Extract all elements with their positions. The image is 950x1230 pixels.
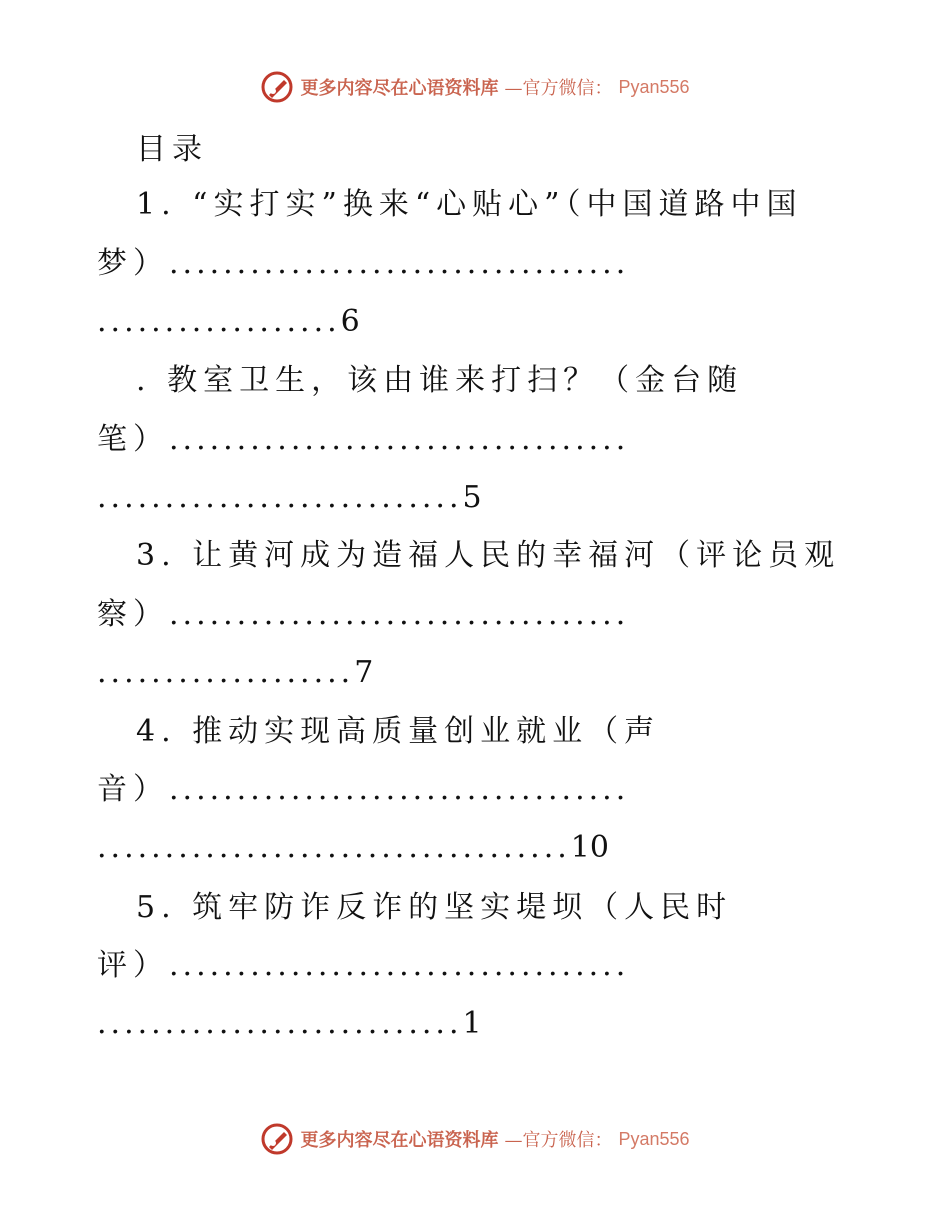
- toc-entry-2-line3: [97, 476, 482, 520]
- footer-banner: [0, 1122, 950, 1156]
- banner-wechat-label: —官方微信：: [504, 1130, 613, 1151]
- toc-leader-dots: ...........................: [97, 480, 463, 515]
- toc-leader-dots: ..................................: [169, 948, 630, 983]
- banner-site-name: 更多内容尽在心语资料库: [300, 1130, 499, 1151]
- pen-logo-icon: [260, 1122, 294, 1156]
- toc-leader-dots: ..................: [97, 304, 341, 339]
- toc-entry-1-title-cont: 梦）: [97, 246, 169, 281]
- toc-entry-2-title-cont: 笔）: [97, 422, 169, 457]
- pen-logo-icon: [260, 70, 294, 104]
- toc-leader-dots: ..................................: [169, 772, 630, 807]
- toc-entry-4-title-cont: 音）: [97, 772, 169, 807]
- toc-entry-3-line3: [97, 651, 373, 695]
- toc-entry-2-title[interactable]: . 教室卫生，该由谁来打扫？（金台随: [136, 363, 744, 398]
- toc-entry-2-page: 5: [462, 480, 482, 515]
- toc-entry-3-line2: [97, 593, 629, 637]
- toc-entry-5-title-cont: 评）: [97, 948, 169, 983]
- toc-entry-4-line2: [97, 768, 629, 812]
- toc-entry-1-title[interactable]: 1. “实打实”换来“心贴心”（中国道路中国: [136, 187, 803, 222]
- toc-title: 目录: [136, 132, 208, 167]
- toc-entry-1-page: 6: [340, 304, 360, 339]
- toc-leader-dots: ..................................: [169, 597, 630, 632]
- header-banner: [0, 70, 950, 104]
- toc-leader-dots: ...................: [97, 655, 355, 690]
- toc-entry-3-page: 7: [354, 655, 374, 690]
- toc-leader-dots: ...................................: [97, 830, 571, 865]
- banner-site-name: 更多内容尽在心语资料库: [300, 78, 499, 99]
- toc-entry-4-title[interactable]: 4. 推动实现高质量创业就业（声: [136, 714, 661, 749]
- toc-entry-5-title[interactable]: 5. 筑牢防诈反诈的坚实堤坝（人民时: [136, 890, 733, 925]
- toc-entry-5-page: 1: [462, 1006, 482, 1041]
- toc-entry-1-line2: [97, 242, 629, 286]
- toc-leader-dots: ...........................: [97, 1006, 463, 1041]
- toc-entry-4-line3: [97, 826, 609, 870]
- banner-wechat-id: Pyan556: [618, 1128, 690, 1149]
- toc-entry-5-line3: [97, 1002, 482, 1046]
- toc-entry-3-title-cont: 察）: [97, 597, 169, 632]
- banner-wechat-label: —官方微信：: [504, 78, 613, 99]
- toc-entry-4-page: 10: [570, 830, 609, 865]
- toc-entry-5-line2: [97, 944, 629, 988]
- toc-leader-dots: ..................................: [169, 246, 630, 281]
- toc-entry-1-line3: [97, 300, 360, 344]
- banner-wechat-id: Pyan556: [618, 76, 690, 97]
- toc-entry-3-title[interactable]: 3. 让黄河成为造福人民的幸福河（评论员观: [136, 538, 841, 573]
- toc-entry-2-line2: [97, 418, 629, 462]
- toc-leader-dots: ..................................: [169, 422, 630, 457]
